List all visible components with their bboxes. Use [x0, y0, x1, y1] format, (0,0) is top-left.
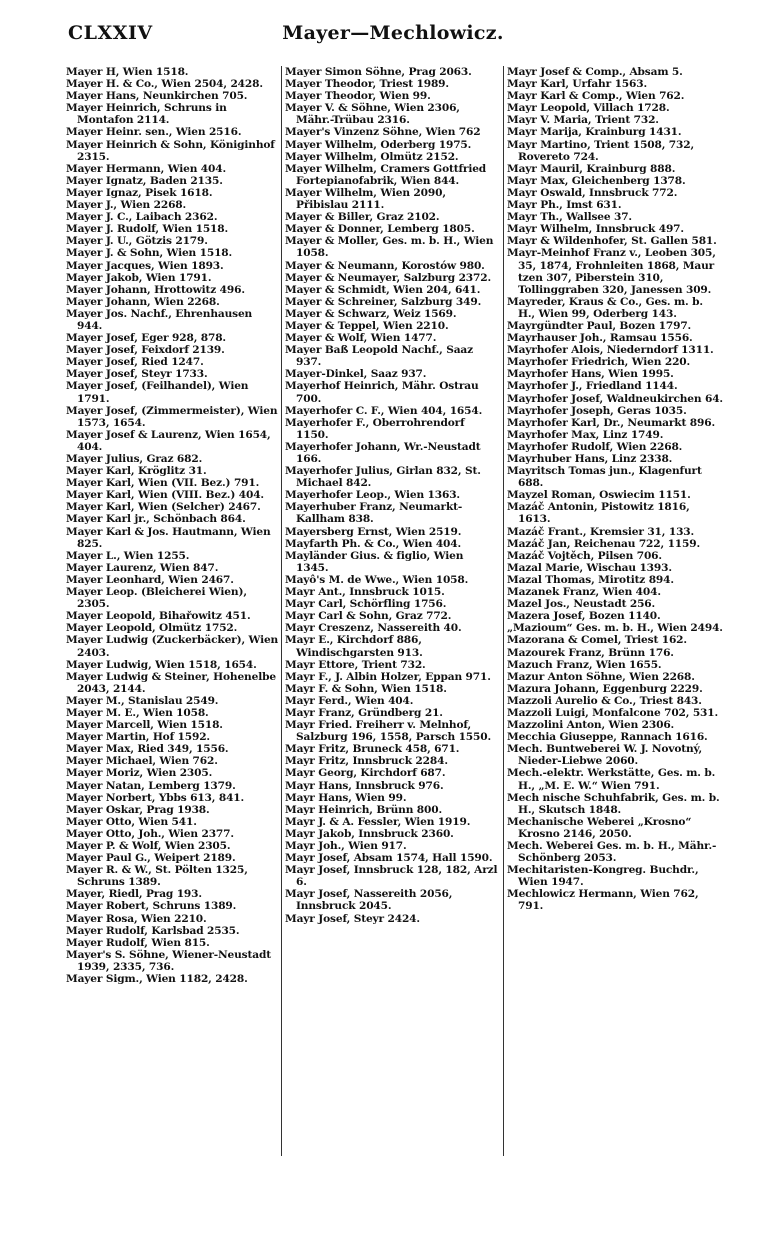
- directory-entry: Mayr Josef, Steyr 2424.: [285, 912, 420, 925]
- directory-entry: Mayer Heinr. sen., Wien 2516.: [66, 126, 242, 139]
- directory-entry: Mech. Weberei Ges. m. b. H., Mähr.-Schönberg 2053.: [507, 840, 717, 865]
- directory-entry: Mayer Otto, Joh., Wien 2377.: [66, 827, 234, 840]
- directory-entry: Mayer Martin, Hof 1592.: [66, 731, 210, 744]
- directory-entry: Mayrhofer Josef, Waldneukirchen 64.: [507, 392, 723, 405]
- directory-entry: Mayer Moriz, Wien 2305.: [66, 767, 213, 780]
- directory-entry: „Mazioum“ Ges. m. b. H., Wien 2494.: [507, 622, 723, 635]
- directory-entry: Mayr Georg, Kirchdorf 687.: [285, 767, 446, 780]
- directory-entry: Mayer Michael, Wien 762.: [66, 755, 218, 768]
- directory-entry: Mayrhofer Joseph, Geras 1035.: [507, 404, 687, 417]
- directory-entry: Mayer J. & Sohn, Wien 1518.: [66, 247, 233, 260]
- directory-entry: Mayer Rosa, Wien 2210.: [66, 912, 207, 925]
- directory-entry: Mayr Ferd., Wien 404.: [285, 694, 414, 707]
- directory-entry: Mayrhofer Alois, Niederndorf 1311.: [507, 344, 714, 357]
- directory-entry: Mayer Theodor, Wien 99.: [285, 90, 431, 103]
- directory-entry: Mayer Wilhelm, Oderberg 1975.: [285, 138, 472, 151]
- directory-entry: Mazuch Franz, Wien 1655.: [507, 658, 662, 671]
- directory-entry: Mayer Wilhelm, Cramers Gottfried Fortepianofabrik, Wien 844.: [285, 162, 487, 187]
- directory-entry: Mayer Josef, (Feilhandel), Wien 1791.: [66, 380, 249, 405]
- directory-entry: Mayersberg Ernst, Wien 2519.: [285, 525, 462, 538]
- directory-entry: Mayer Oskar, Prag 1938.: [66, 803, 210, 816]
- directory-entry: Mayer P. & Wolf, Wien 2305.: [66, 840, 231, 852]
- directory-entry: Mayr F., J. Albin Holzer, Eppan 971.: [285, 670, 491, 683]
- directory-entry: Mazáč Antonin, Pistowitz 1816, 1613.: [507, 501, 690, 526]
- directory-entry: Mayerhofer Julius, Girlan 832, St. Michael 842.: [285, 465, 481, 490]
- column-divider: [503, 66, 504, 1156]
- directory-entry: Mechanische Weberei „Krosno“ Krosno 2146, 2050.: [507, 815, 692, 840]
- directory-entry: Mayrhofer Friedrich, Wien 220.: [507, 356, 691, 369]
- directory-entry: Mayr Mauril, Krainburg 888.: [507, 162, 676, 175]
- directory-entry: Mayr Carl & Sohn, Graz 772.: [285, 610, 452, 623]
- directory-entry: Mayerhofer Johann, Wr.-Neustadt 166.: [285, 440, 481, 465]
- directory-entry: Mayerhofer F., Oberrohrendorf 1150.: [285, 416, 465, 441]
- directory-entry: Mazorana & Comel, Triest 162.: [507, 634, 687, 647]
- directory-entry: Mayr Fried. Freiherr v. Melnhof, Salzburg 196, 1558, Parsch 1550.: [285, 719, 491, 744]
- directory-entry: Mayer Josef, Feixdorf 2139.: [66, 344, 225, 357]
- directory-entry: Mayer Karl, Wien (VII. Bez.) 791.: [66, 477, 260, 490]
- directory-entry: Mayr V. Maria, Trient 732.: [507, 114, 659, 127]
- directory-entry: Mazal Marie, Wischau 1393.: [507, 561, 672, 574]
- directory-entry: Mayer J. C., Laibach 2362.: [66, 211, 218, 224]
- directory-entry: Mayer L., Wien 1255.: [66, 549, 190, 562]
- directory-entry: Mayr Karl, Urfahr 1563.: [507, 78, 648, 91]
- directory-entry: Mayer V. & Söhne, Wien 2306, Mähr.-Trübau 2316.: [285, 102, 460, 127]
- directory-entry: Mayrhofer Hans, Wien 1995.: [507, 368, 674, 381]
- directory-entry: Mazáč Frant., Kremsier 31, 133.: [507, 525, 695, 538]
- directory-entry: Mayer Sigm., Wien 1182, 2428.: [66, 973, 248, 986]
- directory-entry: Mayer Jakob, Wien 1791.: [66, 271, 212, 284]
- directory-entry: Mayer Natan, Lemberg 1379.: [66, 779, 236, 792]
- directory-entry: Mayr Hans, Wien 99.: [285, 791, 407, 804]
- page-number: CLXXIV: [68, 22, 153, 44]
- column-divider: [281, 66, 282, 1156]
- directory-entry: Mayer Ludwig, Wien 1518, 1654.: [66, 658, 257, 671]
- directory-entry: Mayer's S. Söhne, Wiener-Neustadt 1939, 2335, 736.: [66, 948, 271, 973]
- directory-entry: Mazanek Franz, Wien 404.: [507, 586, 661, 599]
- directory-entry: Mayer Hermann, Wien 404.: [66, 162, 227, 175]
- directory-entry: Mayer Karl jr., Schönbach 864.: [66, 513, 246, 526]
- directory-entry: Mayer Max, Ried 349, 1556.: [66, 743, 229, 756]
- directory-entry: Mayer M., Stanislau 2549.: [66, 694, 219, 707]
- directory-entry: Mayer Julius, Graz 682.: [66, 453, 203, 465]
- directory-entry: Mayr Th., Wallsee 37.: [507, 211, 632, 224]
- directory-entry: Mayr Creszenz, Nassereith 40.: [285, 622, 462, 635]
- directory-entry: Mayer Karl, Kröglitz 31.: [66, 465, 207, 478]
- directory-entry: Mayer Theodor, Triest 1989.: [285, 78, 449, 91]
- directory-entry: Mayerhof Heinrich, Mähr. Ostrau 700.: [285, 380, 479, 405]
- directory-entry: Mayrhauser Joh., Ramsau 1556.: [507, 332, 693, 345]
- directory-entry: Mayerhofer C. F., Wien 404, 1654.: [285, 404, 483, 417]
- directory-entry: Mayr Josef, Nassereith 2056, Innsbruck 2045.: [285, 888, 453, 913]
- directory-entry: Mayer Norbert, Ybbs 613, 841.: [66, 791, 245, 804]
- directory-entry: Mayer & Schwarz, Weiz 1569.: [285, 307, 457, 320]
- directory-entry: Mayer J. U., Götzis 2179.: [66, 235, 208, 248]
- directory-entry: Mayer Rudolf, Wien 815.: [66, 936, 210, 949]
- directory-entry: Mayer Robert, Schruns 1389.: [66, 900, 237, 913]
- directory-entry: Mayer Rudolf, Karlsbad 2535.: [66, 924, 240, 937]
- directory-entry: Mayer Jos. Nachf., Ehrenhausen 944.: [66, 307, 253, 332]
- directory-entry: Mayer & Biller, Graz 2102.: [285, 211, 440, 224]
- directory-entry: Mayritsch Tomas jun., Klagenfurt 688.: [507, 465, 702, 490]
- directory-entry: Mecchia Giuseppe, Rannach 1616.: [507, 731, 708, 744]
- directory-entry: Mayr Fritz, Innsbruck 2284.: [285, 755, 448, 768]
- directory-entry: Mayr Leopold, Villach 1728.: [507, 102, 670, 115]
- directory-entry: Mayer & Neumayer, Salzburg 2372.: [285, 271, 492, 284]
- directory-entry: Mayr Ph., Imst 631.: [507, 199, 622, 212]
- directory-entry: Mayr E., Kirchdorf 886, Windischgarsten 913.: [285, 634, 423, 659]
- directory-entry: Mayer & Schmidt, Wien 204, 641.: [285, 283, 481, 296]
- directory-entry: Mayrhofer Rudolf, Wien 2268.: [507, 440, 683, 453]
- directory-entry: Mayr Josef, Absam 1574, Hall 1590.: [285, 852, 493, 865]
- directory-entry: Mayer Ludwig (Zuckerbäcker), Wien 2403.: [66, 634, 279, 659]
- directory-entry: Mayer Karl, Wien (Selcher) 2467.: [66, 501, 261, 514]
- directory-entry: Mayerhuber Franz, Neumarkt-Kallham 838.: [285, 501, 463, 526]
- directory-entry: Mazura Johann, Eggenburg 2229.: [507, 682, 703, 695]
- directory-entry: Mayer Simon Söhne, Prag 2063.: [285, 66, 472, 78]
- directory-entry: Mayr Marija, Krainburg 1431.: [507, 126, 682, 139]
- page-header: [68, 22, 718, 46]
- directory-entry: Mazzoli Luigi, Monfalcone 702, 531.: [507, 706, 719, 719]
- directory-entry: Mayer Josef, Eger 928, 878.: [66, 332, 226, 345]
- directory-entry: Mechlowicz Hermann, Wien 762, 791.: [507, 888, 699, 913]
- directory-entry: Mayr Josef, Innsbruck 128, 182, Arzl 6.: [285, 864, 498, 889]
- directory-entry: Mazourek Franz, Brünn 176.: [507, 646, 674, 659]
- directory-entry: Mech. Buntweberei W. J. Novotný, Nieder-Liebwe 2060.: [507, 743, 703, 768]
- directory-entry: Mazzoli Aurelio & Co., Triest 843.: [507, 694, 702, 707]
- directory-entry: Mayrgündter Paul, Bozen 1797.: [507, 319, 692, 332]
- directory-entry: Mayr Ettore, Trient 732.: [285, 658, 426, 671]
- directory-entry: Mayer Johann, Wien 2268.: [66, 295, 220, 308]
- directory-entry: Mayfarth Ph. & Co., Wien 404.: [285, 537, 462, 550]
- directory-entry: Mayer Josef, (Zimmermeister), Wien 1573, 1654.: [66, 404, 278, 429]
- directory-entry: Mazzolini Anton, Wien 2306.: [507, 719, 675, 732]
- directory-entry: Mayr J. & A. Fessler, Wien 1919.: [285, 815, 471, 828]
- directory-entry: Mechitaristen-Kongreg. Buchdr., Wien 1947.: [507, 864, 699, 889]
- directory-entry: Mayer & Wolf, Wien 1477.: [285, 332, 437, 345]
- directory-entry: Mayer Wilhelm, Wien 2090, Přibislau 2111.: [285, 186, 446, 212]
- directory-entry: Mayer & Teppel, Wien 2210.: [285, 319, 449, 332]
- directory-entry: Mayer Ignaz, Pisek 1618.: [66, 186, 213, 199]
- directory-entry: Mayer Josef, Steyr 1733.: [66, 368, 208, 381]
- directory-entry: Mayer & Neumann, Korostów 980.: [285, 259, 485, 272]
- directory-entry: Mayr Heinrich, Brünn 800.: [285, 803, 443, 816]
- directory-entry: Mayer Jacques, Wien 1893.: [66, 259, 224, 272]
- directory-entry: Mayr Karl & Comp., Wien 762.: [507, 90, 685, 103]
- directory-entry: Mayer & Moller, Ges. m. b. H., Wien 1058.: [285, 235, 494, 260]
- directory-entry: Mayer Ignatz, Baden 2135.: [66, 174, 223, 187]
- directory-entry: Mazáč Vojtěch, Pilsen 706.: [507, 549, 662, 562]
- directory-entry: Mayer Leopold, Bihařowitz 451.: [66, 610, 251, 623]
- directory-entry: Mazel Jos., Neustadt 256.: [507, 598, 656, 611]
- directory-entry: Mayreder, Kraus & Co., Ges. m. b. H., Wien 99, Oderberg 143.: [507, 295, 703, 320]
- column-3: [507, 66, 723, 1236]
- directory-entry: Mayr Max, Gleichenberg 1378.: [507, 174, 686, 187]
- directory-entry: Mayer Laurenz, Wien 847.: [66, 561, 219, 574]
- directory-entry: Mayô's M. de Wwe., Wien 1058.: [285, 573, 469, 586]
- directory-entry: Mayer & Donner, Lemberg 1805.: [285, 223, 475, 236]
- directory-entry: Mayrhuber Hans, Linz 2338.: [507, 453, 673, 465]
- directory-entry: Mayr-Meinhof Franz v., Leoben 305, 35, 1874, Frohnleiten 1868, Maur tzen 307, Piberstein 310, Tollinggraben 320, Janessen 309.: [507, 247, 716, 296]
- directory-entry: Mayr Franz, Gründberg 21.: [285, 706, 443, 719]
- directory-entry: Mayer H. & Co., Wien 2504, 2428.: [66, 78, 263, 91]
- directory-entry: Mayer Leop. (Bleicherei Wien), 2305.: [66, 586, 247, 611]
- directory-entry: Mayr Ant., Innsbruck 1015.: [285, 586, 445, 599]
- directory-entry: Mazur Anton Söhne, Wien 2268.: [507, 670, 695, 683]
- directory-entry: Mayr Carl, Schörfling 1756.: [285, 598, 447, 611]
- directory-entry: Mayr F. & Sohn, Wien 1518.: [285, 682, 447, 695]
- directory-entry: Mech.-elektr. Werkstätte, Ges. m. b. H., „M. E. W.“ Wien 791.: [507, 767, 716, 792]
- directory-entry: Mayer Leopold, Olmütz 1752.: [66, 622, 238, 635]
- directory-entry: Mayer Karl, Wien (VIII. Bez.) 404.: [66, 489, 264, 502]
- directory-entry: Mayer Josef & Laurenz, Wien 1654, 404.: [66, 428, 271, 453]
- directory-entry: Mayr Fritz, Bruneck 458, 671.: [285, 743, 460, 756]
- directory-entry: Mayer Johann, Hrottowitz 496.: [66, 283, 245, 296]
- directory-entry: Mech nische Schuhfabrik, Ges. m. b. H., Skutsch 1848.: [507, 791, 720, 816]
- directory-entry: Mayer's Vinzenz Söhne, Wien 762: [285, 126, 481, 139]
- directory-entry: Mayer Ludwig & Steiner, Hohenelbe 2043, 2144.: [66, 670, 276, 695]
- directory-entry: Mazal Thomas, Mirotitz 894.: [507, 573, 674, 586]
- directory-entry: Mayer Heinrich & Sohn, Königinhof 2315.: [66, 138, 275, 163]
- column-2: [285, 66, 499, 1236]
- directory-entry: Mayer Baß Leopold Nachf., Saaz 937.: [285, 344, 473, 369]
- directory-entry: Mayer J., Wien 2268.: [66, 199, 187, 212]
- directory-entry: Mazáč Jan, Reichenau 722, 1159.: [507, 537, 700, 550]
- directory-columns: [66, 66, 723, 1236]
- directory-entry: Mayr Wilhelm, Innsbruck 497.: [507, 223, 684, 236]
- directory-entry: Mayer Hans, Neunkirchen 705.: [66, 90, 248, 103]
- directory-entry: Mayer, Riedl, Prag 193.: [66, 888, 202, 901]
- directory-entry: Mayr Hans, Innsbruck 976.: [285, 779, 444, 792]
- directory-entry: Mayer Josef, Ried 1247.: [66, 356, 204, 369]
- directory-entry: Mayerhofer Leop., Wien 1363.: [285, 489, 460, 502]
- directory-entry: Mayer Leonhard, Wien 2467.: [66, 573, 234, 586]
- directory-entry: Mayer Wilhelm, Olmütz 2152.: [285, 150, 459, 163]
- column-1: [66, 66, 279, 1236]
- directory-entry: Mayer R. & W., St. Pölten 1325, Schruns 1389.: [66, 864, 248, 889]
- directory-entry: Mayer Heinrich, Schruns in Montafon 2114.: [66, 102, 227, 127]
- directory-entry: Mazera Josef, Bozen 1140.: [507, 610, 661, 623]
- directory-entry: Mayer J. Rudolf, Wien 1518.: [66, 223, 229, 236]
- directory-entry: Mayr Joh., Wien 917.: [285, 840, 407, 852]
- directory-entry: Mayer Otto, Wien 541.: [66, 815, 197, 828]
- directory-entry: Mayer-Dinkel, Saaz 937.: [285, 368, 427, 381]
- directory-entry: Mayer Marcell, Wien 1518.: [66, 719, 223, 732]
- directory-entry: Mayr Josef & Comp., Absam 5.: [507, 66, 683, 78]
- directory-entry: Mayer & Schreiner, Salzburg 349.: [285, 295, 482, 308]
- directory-entry: Mayr Oswald, Innsbruck 772.: [507, 186, 678, 199]
- directory-entry: Mayländer Gius. & figlio, Wien 1345.: [285, 549, 464, 574]
- directory-entry: Mayer M. E., Wien 1058.: [66, 706, 209, 719]
- directory-entry: Mayer H, Wien 1518.: [66, 66, 189, 78]
- directory-entry: Mayer Karl & Jos. Hautmann, Wien 825.: [66, 525, 271, 550]
- page-title: Mayer—Mechlowicz.: [282, 22, 504, 44]
- directory-entry: Mayrhofer Max, Linz 1749.: [507, 428, 664, 441]
- directory-entry: Mayzel Roman, Oswiecim 1151.: [507, 489, 691, 502]
- directory-entry: Mayr & Wildenhofer, St. Gallen 581.: [507, 235, 717, 248]
- directory-entry: Mayrhofer Karl, Dr., Neumarkt 896.: [507, 416, 715, 429]
- directory-entry: Mayr Martino, Trient 1508, 732, Rovereto 724.: [507, 138, 695, 163]
- directory-entry: Mayr Jakob, Innsbruck 2360.: [285, 827, 454, 840]
- directory-entry: Mayer Paul G., Weipert 2189.: [66, 852, 236, 865]
- directory-entry: Mayrhofer J., Friedland 1144.: [507, 380, 678, 393]
